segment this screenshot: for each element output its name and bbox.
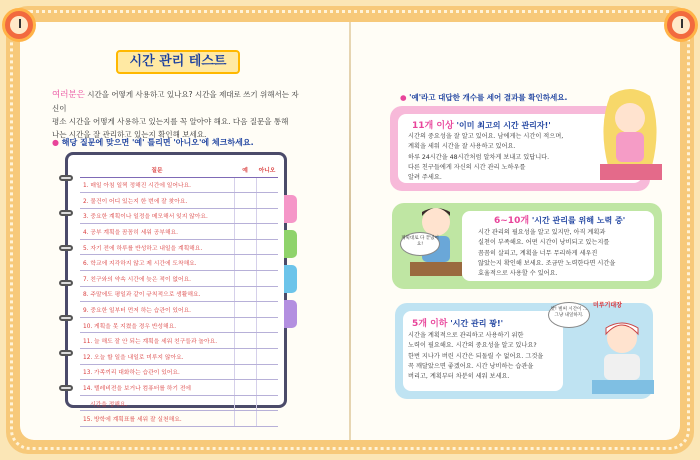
- checklist-notebook: [65, 152, 287, 424]
- no-checkbox-cell[interactable]: [256, 333, 278, 349]
- yes-checkbox-cell[interactable]: [234, 286, 256, 302]
- question-cell: 2. 물건이 어디 있는지 한 번에 잘 찾아요.: [80, 193, 234, 209]
- ring-icon: [59, 315, 73, 321]
- no-checkbox-cell[interactable]: [256, 271, 278, 287]
- question-cell: 12. 오늘 할 일을 내일로 미루지 않아요.: [80, 349, 234, 365]
- table-row: [80, 286, 278, 302]
- yes-checkbox-cell[interactable]: [234, 395, 256, 411]
- ring-icon: [59, 175, 73, 181]
- no-checkbox-cell[interactable]: [256, 302, 278, 318]
- intro-highlight: 여러분은: [52, 90, 85, 100]
- index-tab: [284, 230, 297, 258]
- table-row: [80, 349, 278, 365]
- no-checkbox-cell[interactable]: [256, 239, 278, 255]
- result-body-2: 시간 관리의 필요성을 알고 있지만, 아직 계획과 실천이 부족해요. 어떤 시간이 낭비되고 있는지를 꼼꼼히 살피고, 계획을 너무 무리하게 세우진 않았는지 확인해 보세요. 조금만 노력한다면 시간을 효율적으로 사용할 수 있어요.: [478, 229, 616, 278]
- yes-checkbox-cell[interactable]: [234, 193, 256, 209]
- index-tab: [284, 300, 297, 328]
- table-row: [80, 193, 278, 209]
- no-checkbox-cell[interactable]: [256, 395, 278, 411]
- yes-checkbox-cell[interactable]: [234, 349, 256, 365]
- instruction: ● 해당 질문에 맞으면 '예' 틀리면 '아니오'에 체크하세요.: [52, 138, 254, 147]
- index-tab: [284, 265, 297, 293]
- question-cell: 6. 학교에 지각하지 않고 제 시간에 도착해요.: [80, 255, 234, 271]
- result-instruction: ● '예'라고 대답한 개수를 세어 결과를 확인하세요.: [400, 93, 568, 102]
- header-yes: 예: [234, 163, 256, 177]
- yes-checkbox-cell[interactable]: [234, 411, 256, 427]
- result-title-1: 11개 이상 '이미 최고의 시간 관리자!': [412, 121, 551, 131]
- question-cell: 15. 방학에 계획표를 세워 잘 실천해요.: [80, 411, 234, 427]
- no-checkbox-cell[interactable]: [256, 411, 278, 427]
- result-title-2: 6~10개 '시간 관리를 위해 노력 중': [494, 216, 626, 226]
- question-cell: 8. 주말에도 평일과 같이 규칙적으로 생활해요.: [80, 286, 234, 302]
- yes-checkbox-cell[interactable]: [234, 317, 256, 333]
- header-question: 질문: [80, 163, 234, 177]
- sleepy-boy-illustration: [590, 310, 660, 400]
- no-checkbox-cell[interactable]: [256, 193, 278, 209]
- question-cell: 10. 게획을 못 지켰을 경우 반성해요.: [80, 317, 234, 333]
- yes-checkbox-cell[interactable]: [234, 239, 256, 255]
- no-checkbox-cell[interactable]: [256, 224, 278, 240]
- table-row: [80, 239, 278, 255]
- checklist-table: [80, 163, 278, 427]
- question-cell: 4. 공부 계획을 꼼꼼히 세워 공부해요.: [80, 224, 234, 240]
- page-title: 시간 관리 테스트: [116, 50, 240, 74]
- table-row: [80, 317, 278, 333]
- question-cell: 14. 텔레비전을 보거나 컴퓨터를 하기 전에: [80, 380, 234, 396]
- table-row: [80, 208, 278, 224]
- no-checkbox-cell[interactable]: [256, 255, 278, 271]
- table-row: [80, 255, 278, 271]
- ring-icon: [59, 350, 73, 356]
- table-row: [80, 271, 278, 287]
- yes-checkbox-cell[interactable]: [234, 333, 256, 349]
- clock-icon: [2, 8, 36, 42]
- clock-icon: [664, 8, 698, 42]
- question-cell: 1. 매일 아침 일찍 정해진 시간에 일어나요.: [80, 177, 234, 193]
- yes-checkbox-cell[interactable]: [234, 177, 256, 193]
- table-row: [80, 364, 278, 380]
- question-cell: 9. 중요한 일부터 먼저 하는 습관이 있어요.: [80, 302, 234, 318]
- table-row: [80, 411, 278, 427]
- no-checkbox-cell[interactable]: [256, 286, 278, 302]
- girl-studying-illustration: [590, 86, 670, 186]
- yes-checkbox-cell[interactable]: [234, 208, 256, 224]
- yes-checkbox-cell[interactable]: [234, 364, 256, 380]
- character-label: 미루기대장: [593, 302, 622, 309]
- ring-icon: [59, 245, 73, 251]
- no-checkbox-cell[interactable]: [256, 177, 278, 193]
- yes-checkbox-cell[interactable]: [234, 271, 256, 287]
- table-row: [80, 395, 278, 411]
- question-cell: 5. 자기 전에 하루를 반성하고 내일을 계획해요.: [80, 239, 234, 255]
- question-cell: 11. 늘 해도 잘 안 되는 계획을 세워 친구들과 놀아요.: [80, 333, 234, 349]
- book-spine: [349, 22, 351, 440]
- index-tab: [284, 195, 297, 223]
- yes-checkbox-cell[interactable]: [234, 302, 256, 318]
- result-body-3: 시간을 계획적으로 관리하고 사용하기 위한 노력이 필요해요. 시간의 중요성을 알고 있나요? 한번 지나가 버린 시간은 되돌릴 수 없어요. 그것을 꼭 깨달았으면 좋겠어요. 시간 낭비하는 습관을 버리고, 계획부터 차분히 세워 보세요.: [408, 332, 544, 381]
- ring-icon: [59, 280, 73, 286]
- speech-bubble-2: 앗! 벌써 시간이 …그냥 내일하지.: [548, 302, 590, 328]
- table-row: [80, 380, 278, 396]
- ring-icon: [59, 385, 73, 391]
- no-checkbox-cell[interactable]: [256, 349, 278, 365]
- no-checkbox-cell[interactable]: [256, 208, 278, 224]
- question-cell: 13. 가족끼리 대화하는 습관이 있어요.: [80, 364, 234, 380]
- table-row: [80, 333, 278, 349]
- result-title-3: 5개 이하 '시간 관리 꽝!': [412, 319, 504, 329]
- yes-checkbox-cell[interactable]: [234, 224, 256, 240]
- header-no: 아니오: [256, 163, 278, 177]
- no-checkbox-cell[interactable]: [256, 317, 278, 333]
- table-row: [80, 302, 278, 318]
- question-cell: 3. 중요한 계획이나 일정을 메모해서 잊지 않아요.: [80, 208, 234, 224]
- ring-icon: [59, 210, 73, 216]
- question-cell: 7. 친구와의 약속 시간에 늦은 적이 없어요.: [80, 271, 234, 287]
- no-checkbox-cell[interactable]: [256, 364, 278, 380]
- result-body-1: 시간의 중요성을 잘 알고 있어요. 남에게는 시간이 적으며, 계획을 세워 시간을 잘 사용하고 있어요. 하루 24시간을 48시간처럼 알차게 보내고 있답니다. 다른 친구들에게 자신의 시간 관리 노하우를 알려 주세요.: [408, 133, 564, 182]
- intro-text: 여러분은 시간을 어떻게 사용하고 있나요? 시간을 제대로 쓰기 위해서는 자신이 평소 시간을 어떻게 사용하고 있는지를 꼭 알아야 해요. 다음 질문을 통해 나는 시간을 잘 관리하고 있는지 확인해 보세요.: [52, 90, 299, 139]
- speech-bubble-1: 계획대로 다 끝냈어요!: [400, 232, 440, 256]
- question-cell: 시간을 정해요.: [80, 395, 234, 411]
- yes-checkbox-cell[interactable]: [234, 380, 256, 396]
- yes-checkbox-cell[interactable]: [234, 255, 256, 271]
- table-row: [80, 224, 278, 240]
- no-checkbox-cell[interactable]: [256, 380, 278, 396]
- table-row: [80, 177, 278, 193]
